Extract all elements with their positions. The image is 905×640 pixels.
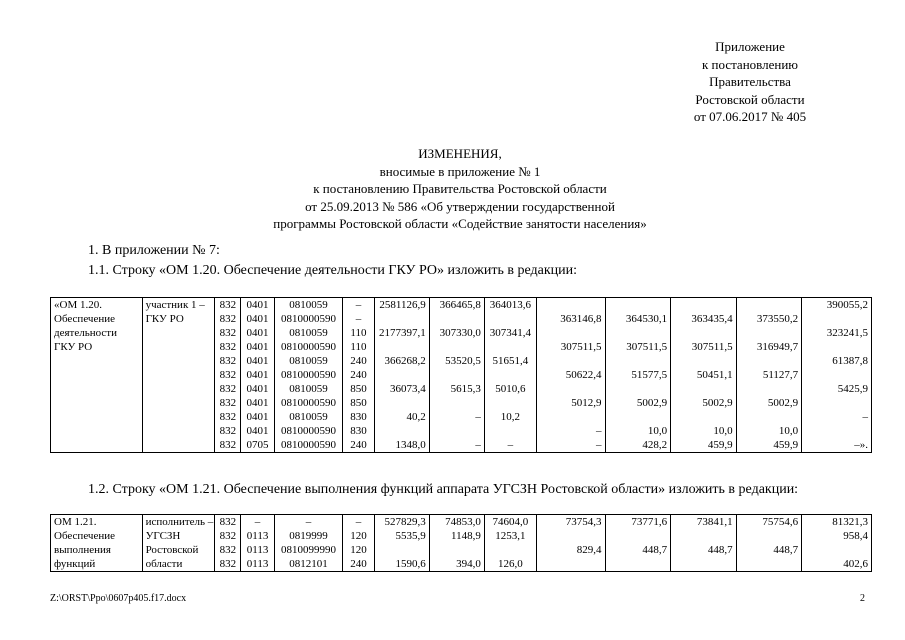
cell-y2017 bbox=[536, 298, 605, 313]
cell-rzpr: 0401 bbox=[241, 326, 274, 340]
responsible-cell: ГКУ РО bbox=[142, 312, 215, 326]
cell-y2017: 829,4 bbox=[536, 543, 605, 557]
table-row bbox=[51, 529, 872, 543]
cell-y2018: 307511,5 bbox=[605, 340, 671, 354]
cell-y2021: 323241,5 bbox=[802, 326, 872, 340]
cell-y2017 bbox=[536, 354, 605, 368]
responsible-cell: участник 1 – bbox=[142, 298, 215, 313]
cell-y2021: – bbox=[802, 410, 872, 424]
cell-y2020 bbox=[736, 529, 802, 543]
title-line: от 25.09.2013 № 586 «Об утверждении государственной bbox=[305, 198, 615, 214]
cell-vr: 120 bbox=[343, 529, 374, 543]
cell-gv: 832 bbox=[215, 424, 241, 438]
appendix-line: от 07.06.2017 № 405 bbox=[693, 109, 807, 124]
cell-y2021 bbox=[802, 368, 872, 382]
cell-rzpr: 0113 bbox=[241, 543, 274, 557]
cell-gv: 832 bbox=[215, 368, 241, 382]
cell-y2014 bbox=[374, 340, 429, 354]
cell-y2016 bbox=[484, 543, 536, 557]
cell-csr: 0810000590 bbox=[274, 438, 343, 453]
document-title bbox=[180, 145, 740, 233]
measure-name-cell bbox=[51, 368, 143, 382]
cell-vr: 830 bbox=[343, 410, 374, 424]
cell-y2015: 307330,0 bbox=[429, 326, 484, 340]
title-line: вносимые в приложение № 1 bbox=[379, 163, 541, 179]
cell-y2016 bbox=[484, 396, 536, 410]
cell-y2021 bbox=[802, 424, 872, 438]
cell-vr: 240 bbox=[343, 557, 374, 572]
cell-y2017: 307511,5 bbox=[536, 340, 605, 354]
measure-name-cell bbox=[51, 382, 143, 396]
cell-rzpr: 0401 bbox=[241, 396, 274, 410]
paragraph-1: 1. В приложении № 7: bbox=[88, 243, 220, 258]
measure-name-cell bbox=[51, 396, 143, 410]
cell-rzpr: 0705 bbox=[241, 438, 274, 453]
cell-y2018: 5002,9 bbox=[605, 396, 671, 410]
cell-vr: 850 bbox=[343, 382, 374, 396]
table-row bbox=[51, 515, 872, 530]
cell-y2019 bbox=[671, 410, 737, 424]
cell-y2015 bbox=[429, 396, 484, 410]
cell-y2020 bbox=[736, 354, 802, 368]
cell-y2021: 958,4 bbox=[802, 529, 872, 543]
cell-gv: 832 bbox=[215, 396, 241, 410]
cell-rzpr: 0401 bbox=[241, 298, 274, 313]
cell-y2021: 390055,2 bbox=[802, 298, 872, 313]
cell-csr: 0819999 bbox=[274, 529, 343, 543]
cell-y2020 bbox=[736, 298, 802, 313]
cell-y2016: 364013,6 bbox=[484, 298, 536, 313]
cell-y2021: 61387,8 bbox=[802, 354, 872, 368]
cell-y2015: 5615,3 bbox=[429, 382, 484, 396]
appendix-line: Ростовской области bbox=[695, 91, 805, 107]
cell-rzpr: 0113 bbox=[241, 529, 274, 543]
cell-y2020 bbox=[736, 557, 802, 572]
cell-y2019: 448,7 bbox=[671, 543, 737, 557]
measure-name-cell bbox=[51, 438, 143, 453]
cell-y2018 bbox=[605, 410, 671, 424]
cell-y2017 bbox=[536, 529, 605, 543]
appendix-line: к постановлению bbox=[701, 56, 799, 72]
cell-csr: 0810059 bbox=[274, 354, 343, 368]
cell-csr: 0810000590 bbox=[274, 396, 343, 410]
cell-csr: – bbox=[274, 515, 343, 530]
measure-name-cell: ГКУ РО bbox=[51, 340, 143, 354]
cell-csr: 0812101 bbox=[274, 557, 343, 572]
cell-y2014: 2177397,1 bbox=[374, 326, 429, 340]
cell-y2014 bbox=[374, 396, 429, 410]
appendix-line: Правительства bbox=[709, 74, 791, 89]
cell-y2016: 126,0 bbox=[484, 557, 536, 572]
measure-name-cell: «ОМ 1.20. bbox=[51, 298, 143, 313]
cell-y2018 bbox=[605, 557, 671, 572]
cell-csr: 0810099990 bbox=[274, 543, 343, 557]
cell-vr: 850 bbox=[343, 396, 374, 410]
cell-y2020: 5002,9 bbox=[736, 396, 802, 410]
cell-y2020 bbox=[736, 326, 802, 340]
cell-rzpr: 0401 bbox=[241, 368, 274, 382]
cell-y2014 bbox=[374, 368, 429, 382]
cell-vr: – bbox=[343, 298, 374, 313]
cell-vr: 110 bbox=[343, 326, 374, 340]
page-number: 2 bbox=[860, 593, 865, 604]
cell-y2019 bbox=[671, 557, 737, 572]
cell-y2014: 5535,9 bbox=[374, 529, 429, 543]
cell-y2020 bbox=[736, 382, 802, 396]
cell-y2014: 1590,6 bbox=[374, 557, 429, 572]
cell-y2014 bbox=[374, 424, 429, 438]
cell-rzpr: 0401 bbox=[241, 410, 274, 424]
cell-y2017: – bbox=[536, 424, 605, 438]
table-row bbox=[51, 368, 872, 382]
cell-y2016: 51651,4 bbox=[484, 354, 536, 368]
table-row bbox=[51, 396, 872, 410]
measure-name-cell: Обеспечение bbox=[51, 529, 143, 543]
cell-y2017 bbox=[536, 382, 605, 396]
cell-y2019 bbox=[671, 354, 737, 368]
cell-y2014 bbox=[374, 543, 429, 557]
cell-y2019: 10,0 bbox=[671, 424, 737, 438]
cell-y2017: 50622,4 bbox=[536, 368, 605, 382]
cell-y2015: – bbox=[429, 438, 484, 453]
cell-y2014: 366268,2 bbox=[374, 354, 429, 368]
cell-y2016: 74604,0 bbox=[484, 515, 536, 530]
cell-y2020: 459,9 bbox=[736, 438, 802, 453]
cell-y2016: – bbox=[484, 438, 536, 453]
cell-y2018 bbox=[605, 382, 671, 396]
responsible-cell bbox=[142, 340, 215, 354]
cell-y2021 bbox=[802, 312, 872, 326]
cell-y2021: 81321,3 bbox=[802, 515, 872, 530]
cell-rzpr: 0401 bbox=[241, 424, 274, 438]
budget-table-om-1-20 bbox=[50, 297, 872, 453]
responsible-cell: исполнитель – bbox=[142, 515, 215, 530]
cell-vr: 830 bbox=[343, 424, 374, 438]
cell-y2016: 307341,4 bbox=[484, 326, 536, 340]
table-row bbox=[51, 326, 872, 340]
table-row bbox=[51, 354, 872, 368]
responsible-cell bbox=[142, 382, 215, 396]
cell-y2019: 50451,1 bbox=[671, 368, 737, 382]
cell-y2021 bbox=[802, 340, 872, 354]
responsible-cell bbox=[142, 354, 215, 368]
cell-y2019 bbox=[671, 382, 737, 396]
cell-y2020 bbox=[736, 410, 802, 424]
cell-csr: 0810000590 bbox=[274, 424, 343, 438]
measure-name-cell: ОМ 1.21. bbox=[51, 515, 143, 530]
cell-y2016 bbox=[484, 312, 536, 326]
cell-y2018: 10,0 bbox=[605, 424, 671, 438]
cell-csr: 0810000590 bbox=[274, 312, 343, 326]
file-path: Z:\ORST\Ppo\0607p405.f17.docx bbox=[50, 593, 187, 604]
table-row bbox=[51, 298, 872, 313]
cell-y2021: 5425,9 bbox=[802, 382, 872, 396]
cell-y2015 bbox=[429, 340, 484, 354]
cell-y2019 bbox=[671, 529, 737, 543]
table-row bbox=[51, 382, 872, 396]
cell-csr: 0810059 bbox=[274, 410, 343, 424]
cell-y2019: 459,9 bbox=[671, 438, 737, 453]
responsible-cell bbox=[142, 424, 215, 438]
title-line: программы Ростовской области «Содействие занятости населения» bbox=[273, 216, 647, 231]
paragraph-1-1: 1.1. Строку «ОМ 1.20. Обеспечение деятельности ГКУ РО» изложить в редакции: bbox=[88, 263, 577, 278]
responsible-cell bbox=[142, 438, 215, 453]
responsible-cell: области bbox=[142, 557, 215, 572]
cell-vr: 240 bbox=[343, 438, 374, 453]
appendix-line: Приложение bbox=[715, 39, 785, 54]
cell-y2015: 74853,0 bbox=[429, 515, 484, 530]
cell-y2015: 53520,5 bbox=[429, 354, 484, 368]
cell-gv: 832 bbox=[215, 515, 241, 530]
cell-gv: 832 bbox=[215, 557, 241, 572]
cell-y2015 bbox=[429, 424, 484, 438]
cell-y2020: 448,7 bbox=[736, 543, 802, 557]
cell-y2016: 10,2 bbox=[484, 410, 536, 424]
cell-y2018: 73771,6 bbox=[605, 515, 671, 530]
cell-csr: 0810000590 bbox=[274, 340, 343, 354]
cell-vr: 120 bbox=[343, 543, 374, 557]
cell-gv: 832 bbox=[215, 326, 241, 340]
cell-y2018: 51577,5 bbox=[605, 368, 671, 382]
cell-y2015: – bbox=[429, 410, 484, 424]
cell-y2019 bbox=[671, 298, 737, 313]
cell-gv: 832 bbox=[215, 312, 241, 326]
cell-y2020: 316949,7 bbox=[736, 340, 802, 354]
cell-y2015: 366465,8 bbox=[429, 298, 484, 313]
cell-rzpr: 0401 bbox=[241, 382, 274, 396]
responsible-cell bbox=[142, 410, 215, 424]
table-row bbox=[51, 410, 872, 424]
cell-gv: 832 bbox=[215, 438, 241, 453]
cell-vr: 110 bbox=[343, 340, 374, 354]
cell-csr: 0810059 bbox=[274, 298, 343, 313]
cell-y2018 bbox=[605, 298, 671, 313]
responsible-cell bbox=[142, 368, 215, 382]
responsible-cell bbox=[142, 326, 215, 340]
cell-y2015: 1148,9 bbox=[429, 529, 484, 543]
cell-gv: 832 bbox=[215, 298, 241, 313]
measure-name-cell: функций bbox=[51, 557, 143, 572]
cell-y2019 bbox=[671, 326, 737, 340]
paragraph-1-2: 1.2. Строку «ОМ 1.21. Обеспечение выполнения функций аппарата УГСЗН Ростовской области» изложить в редакции: bbox=[88, 482, 799, 497]
cell-y2018: 364530,1 bbox=[605, 312, 671, 326]
cell-y2017 bbox=[536, 326, 605, 340]
cell-y2016 bbox=[484, 368, 536, 382]
cell-y2019: 73841,1 bbox=[671, 515, 737, 530]
cell-rzpr: 0401 bbox=[241, 312, 274, 326]
measure-name-cell: выполнения bbox=[51, 543, 143, 557]
measure-name-cell bbox=[51, 410, 143, 424]
cell-gv: 832 bbox=[215, 354, 241, 368]
cell-csr: 0810059 bbox=[274, 382, 343, 396]
cell-y2020: 75754,6 bbox=[736, 515, 802, 530]
cell-y2020: 373550,2 bbox=[736, 312, 802, 326]
appendix-heading bbox=[650, 38, 850, 126]
cell-y2019: 5002,9 bbox=[671, 396, 737, 410]
cell-y2017: 363146,8 bbox=[536, 312, 605, 326]
cell-y2018 bbox=[605, 529, 671, 543]
cell-gv: 832 bbox=[215, 382, 241, 396]
cell-y2018 bbox=[605, 326, 671, 340]
cell-y2017: 73754,3 bbox=[536, 515, 605, 530]
cell-y2020: 51127,7 bbox=[736, 368, 802, 382]
responsible-cell bbox=[142, 396, 215, 410]
cell-y2015: 394,0 bbox=[429, 557, 484, 572]
cell-y2014: 40,2 bbox=[374, 410, 429, 424]
cell-csr: 0810000590 bbox=[274, 368, 343, 382]
cell-y2015 bbox=[429, 312, 484, 326]
measure-name-cell bbox=[51, 424, 143, 438]
measure-name-cell: Обеспечение bbox=[51, 312, 143, 326]
title-line: ИЗМЕНЕНИЯ, bbox=[418, 146, 502, 161]
responsible-cell: УГСЗН bbox=[142, 529, 215, 543]
cell-gv: 832 bbox=[215, 410, 241, 424]
cell-csr: 0810059 bbox=[274, 326, 343, 340]
cell-y2016: 1253,1 bbox=[484, 529, 536, 543]
cell-rzpr: 0401 bbox=[241, 340, 274, 354]
cell-y2017: – bbox=[536, 438, 605, 453]
cell-y2019: 307511,5 bbox=[671, 340, 737, 354]
cell-y2016: 5010,6 bbox=[484, 382, 536, 396]
cell-y2014: 527829,3 bbox=[374, 515, 429, 530]
title-line: к постановлению Правительства Ростовской области bbox=[313, 181, 607, 196]
measure-name-cell bbox=[51, 354, 143, 368]
cell-rzpr: 0113 bbox=[241, 557, 274, 572]
budget-table-om-1-21 bbox=[50, 514, 872, 572]
responsible-cell: Ростовской bbox=[142, 543, 215, 557]
cell-gv: 832 bbox=[215, 340, 241, 354]
table-row bbox=[51, 312, 872, 326]
table-row bbox=[51, 424, 872, 438]
cell-vr: – bbox=[343, 515, 374, 530]
cell-y2015 bbox=[429, 543, 484, 557]
cell-y2016 bbox=[484, 424, 536, 438]
cell-y2015 bbox=[429, 368, 484, 382]
cell-y2017 bbox=[536, 557, 605, 572]
cell-rzpr: 0401 bbox=[241, 354, 274, 368]
cell-vr: – bbox=[343, 312, 374, 326]
cell-y2018: 428,2 bbox=[605, 438, 671, 453]
measure-name-cell: деятельности bbox=[51, 326, 143, 340]
cell-y2017: 5012,9 bbox=[536, 396, 605, 410]
cell-y2014: 2581126,9 bbox=[374, 298, 429, 313]
table-row bbox=[51, 543, 872, 557]
table-row bbox=[51, 557, 872, 572]
cell-y2014: 36073,4 bbox=[374, 382, 429, 396]
cell-y2019: 363435,4 bbox=[671, 312, 737, 326]
cell-y2021: 402,6 bbox=[802, 557, 872, 572]
cell-vr: 240 bbox=[343, 354, 374, 368]
cell-y2018 bbox=[605, 354, 671, 368]
cell-gv: 832 bbox=[215, 543, 241, 557]
cell-y2021 bbox=[802, 396, 872, 410]
cell-y2017 bbox=[536, 410, 605, 424]
cell-y2021: –». bbox=[802, 438, 872, 453]
cell-y2014 bbox=[374, 312, 429, 326]
cell-gv: 832 bbox=[215, 529, 241, 543]
table-row bbox=[51, 438, 872, 453]
table-row bbox=[51, 340, 872, 354]
cell-y2016 bbox=[484, 340, 536, 354]
cell-rzpr: – bbox=[241, 515, 274, 530]
cell-vr: 240 bbox=[343, 368, 374, 382]
cell-y2018: 448,7 bbox=[605, 543, 671, 557]
cell-y2014: 1348,0 bbox=[374, 438, 429, 453]
cell-y2021 bbox=[802, 543, 872, 557]
cell-y2020: 10,0 bbox=[736, 424, 802, 438]
